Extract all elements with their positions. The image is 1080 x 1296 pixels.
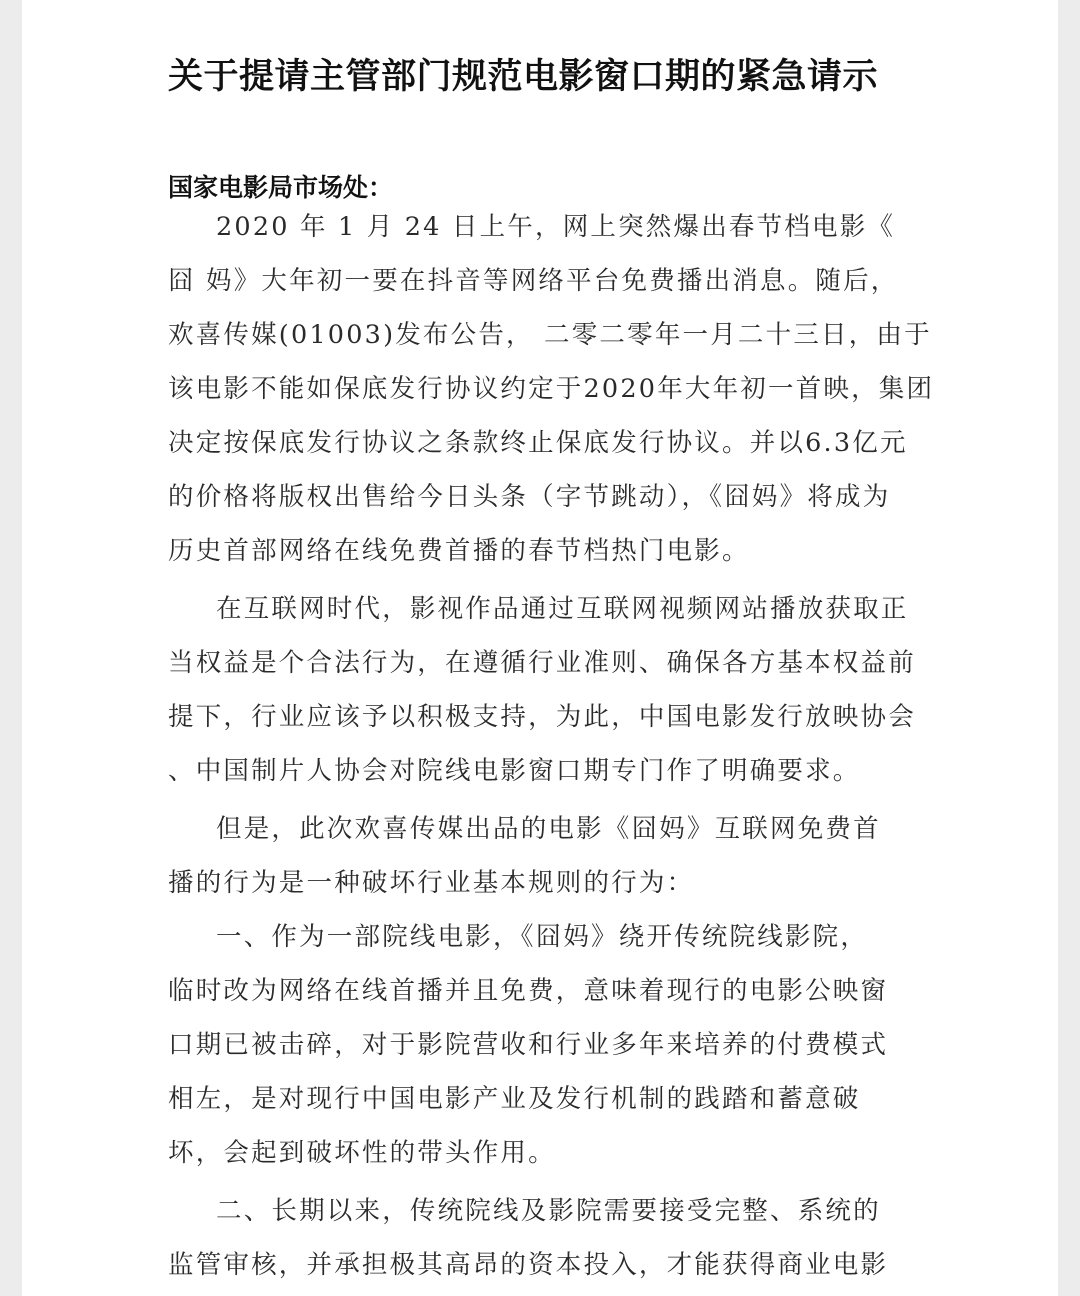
body-line: 历史首部网络在线免费首播的春节档热门电影。 (168, 536, 750, 566)
body-line: 提下，行业应该予以积极支持，为此，中国电影发行放映协会 (168, 702, 916, 732)
body-line: 临时改为网络在线首播并且免费，意味着现行的电影公映窗 (168, 976, 889, 1006)
body-line: 当权益是个合法行为，在遵循行业准则、确保各方基本权益前 (168, 648, 916, 678)
body-line: 在互联网时代，影视作品通过互联网视频网站播放获取正 (216, 594, 909, 624)
body-line: 监管审核，并承担极其高昂的资本投入，才能获得商业电影 (168, 1250, 889, 1280)
body-line: 囧 妈》大年初一要在抖音等网络平台免费播出消息。随后， (168, 266, 899, 296)
body-line: 2020 年 1 月 24 日上午，网上突然爆出春节档电影《 (216, 212, 896, 242)
body-line: 决定按保底发行协议之条款终止保底发行协议。并以6.3亿元 (168, 428, 908, 458)
body-line: 播的行为是一种破坏行业基本规则的行为： (168, 868, 695, 898)
body-line: 相左，是对现行中国电影产业及发行机制的践踏和蓄意破 (168, 1084, 861, 1114)
body-line: 欢喜传媒(01003)发布公告， 二零二零年一月二十三日，由于 (168, 320, 932, 350)
body-line: 一、作为一部院线电影，《囧妈》绕开传统院线影院， (216, 922, 869, 952)
body-line: 的价格将版权出售给今日头条（字节跳动），《囧妈》将成为 (168, 482, 891, 512)
body-line: 该电影不能如保底发行协议约定于2020年大年初一首映，集团 (168, 374, 935, 404)
body-line: 二、长期以来，传统院线及影院需要接受完整、系统的 (216, 1196, 881, 1226)
document-title: 关于提请主管部门规范电影窗口期的紧急请示 (168, 57, 879, 97)
body-line: 但是，此次欢喜传媒出品的电影《囧妈》互联网免费首 (216, 814, 881, 844)
body-line: 口期已被击碎，对于影院营收和行业多年来培养的付费模式 (168, 1030, 889, 1060)
salutation: 国家电影局市场处： (168, 173, 394, 202)
body-line: 坏，会起到破坏性的带头作用。 (168, 1138, 556, 1168)
document-page (22, 0, 1058, 1296)
body-line: 、中国制片人协会对院线电影窗口期专门作了明确要求。 (168, 756, 861, 786)
